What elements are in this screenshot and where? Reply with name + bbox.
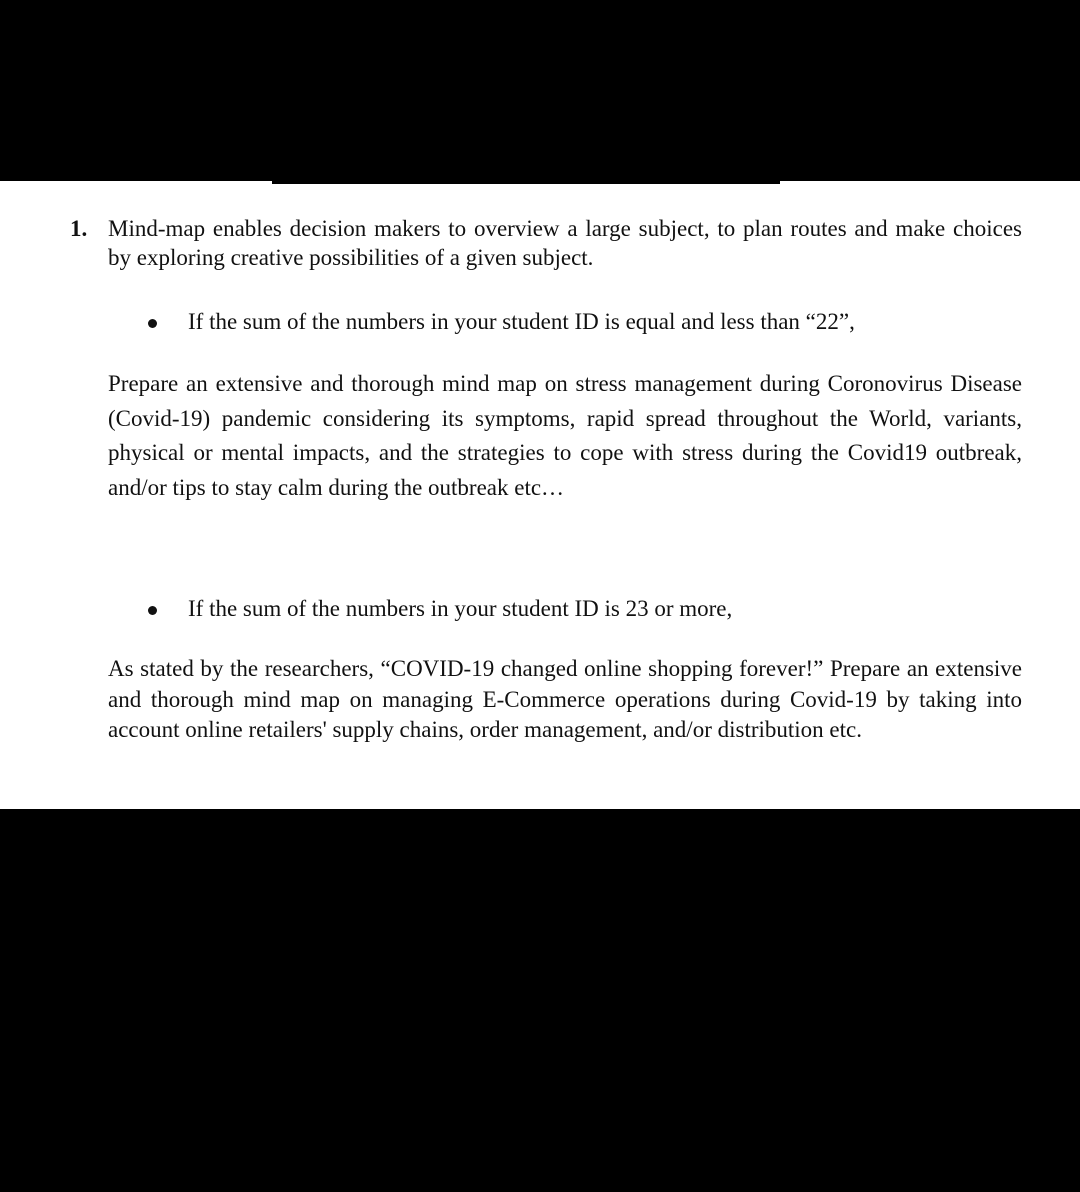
condition-bullet-1 — [0, 307, 1080, 339]
condition-bullet-2 — [0, 594, 1080, 626]
bullet-dot-icon — [148, 606, 157, 615]
bullet-dot-icon — [148, 319, 157, 328]
condition-1-text: If the sum of the numbers in your student ID is equal and less than “22”, — [188, 309, 855, 334]
top-border-line — [272, 181, 780, 184]
condition-1-task-paragraph: Prepare an extensive and thorough mind map on stress management during Coronovirus Disease (Covid-19) pandemic considering its symptoms, rapid spread throughout the World, variants, physical or mental impacts, and the strategies to cope with stress during the Covid19 outbreak, and/or tips to stay calm during the outbreak etc… — [108, 371, 1022, 500]
question-number: 1. — [70, 216, 88, 241]
condition-2-task-paragraph: As stated by the researchers, “COVID-19 changed online shopping forever!” Prepare an extensive and thorough mind map on managing E-Commerce operations during Covid-19 by taking into account online retailers' supply chains, order management, and/or distribution etc. — [108, 656, 1022, 742]
condition-2-text: If the sum of the numbers in your student ID is 23 or more, — [188, 596, 733, 621]
document-page — [0, 181, 1080, 809]
question-text: Mind-map enables decision makers to overview a large subject, to plan routes and make choices by exploring creative possibilities of a given subject. — [108, 216, 1022, 270]
